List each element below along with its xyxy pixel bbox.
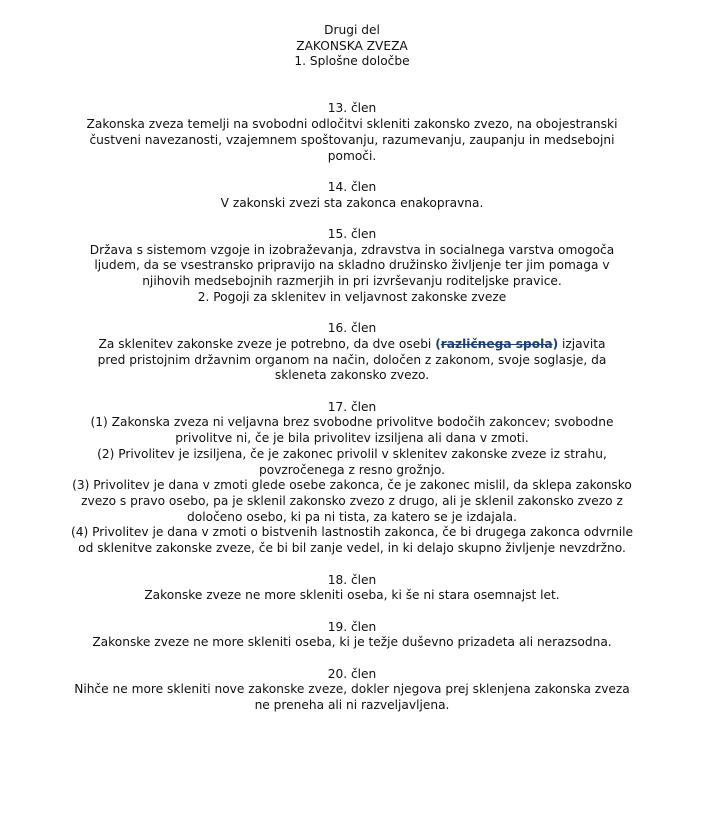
article-17 [0,400,704,557]
article-18 [0,573,704,604]
spacer [0,70,704,86]
article-text: Nihče ne more skleniti nove zakonske zveze, dokler njegova prej sklenjena zakonska zveza ne preneha ali ni razveljavljena. [74,682,630,713]
article-text: Zakonska zveza temelji na svobodni odločitvi skleniti zakonsko zvezo, na obojestranski čustveni navezanosti, vzajemnem spoštovanju, razumevanju, zaupanju in medsebojni pomoči. [86,117,618,163]
deletion-annotation [435,337,558,351]
article-heading: 15. člen [327,227,377,242]
paren-open: ( [435,336,441,351]
section-heading: 1. Splošne določbe [294,54,410,69]
article-paragraph-4: (4) Privolitev je dana v zmoti o bistvenih lastnostih zakonca, če bi drugega zakonca odvrnile od sklenitve zakonske zveze, če bi bil zanje vedel, in ki delajo skupno življenje nevzdržno. [71,525,633,556]
article-15 [0,227,704,306]
article-heading: 18. člen [327,572,377,587]
article-heading: 13. člen [327,101,377,116]
paren-close: ) [552,336,559,351]
article-paragraph-2: (2) Privolitev je izsiljena, če je zakonec privolil v sklenitev zakonske zveze iz strahu, povzročenega z resno grožnjo. [97,446,607,477]
struck-text: različnega spola [440,336,553,351]
article-text-before: Za sklenitev zakonske zveze je potrebno, da dve osebi [98,336,436,351]
article-text-after: izjavita pred pristojnim državnim organom na način, določen z zakonom, svoje soglasje, da skleneta zakonsko zvezo. [97,336,607,383]
article-text [87,337,617,384]
article-20 [0,667,704,714]
article-19 [0,620,704,651]
article-heading: 17. člen [327,399,377,414]
article-paragraph-3: (3) Privolitev je dana v zmoti glede osebe zakonca, če je zakonec mislil, da sklepa zakonsko zvezo s pravo osebo, pa je sklenil zakonsko zvezo z drugo, ali je sklenil zakonsko zvezo z določeno osebo, ki pa ni tista, za katero se je izdajala. [72,478,632,524]
article-text: Država s sistemom vzgoje in izobraževanja, zdravstva in socialnega varstva omogoča ljudem, da se vsestransko pripravijo na skladno družinsko življenje ter jim pomaga v njihovih medsebojnih razmerjih in pri izvrševanju roditeljske pravice. [89,242,615,289]
chapter-title: ZAKONSKA ZVEZA [296,38,408,53]
article-text: V zakonski zvezi sta zakonca enakopravna. [220,195,484,210]
article-heading: 20. člen [327,666,377,681]
article-16 [0,321,704,384]
article-13 [0,101,704,164]
section-heading: 2. Pogoji za sklenitev in veljavnost zakonske zveze [197,289,507,304]
article-heading: 19. člen [327,619,377,634]
article-text: Zakonske zveze ne more skleniti oseba, ki je težje duševno prizadeta ali nerazsodna. [92,635,612,650]
article-paragraph-1: (1) Zakonska zveza ni veljavna brez svobodne privolitve bodočih zakoncev; svobodne privolitve ni, če je bila privolitev izsiljena ali dana v zmoti. [90,415,614,446]
article-14 [0,180,704,211]
article-text: Zakonske zveze ne more skleniti oseba, ki še ni stara osemnajst let. [144,588,560,603]
article-heading: 16. člen [327,321,377,336]
article-heading: 14. člen [327,179,377,194]
part-heading: Drugi del [324,23,380,37]
